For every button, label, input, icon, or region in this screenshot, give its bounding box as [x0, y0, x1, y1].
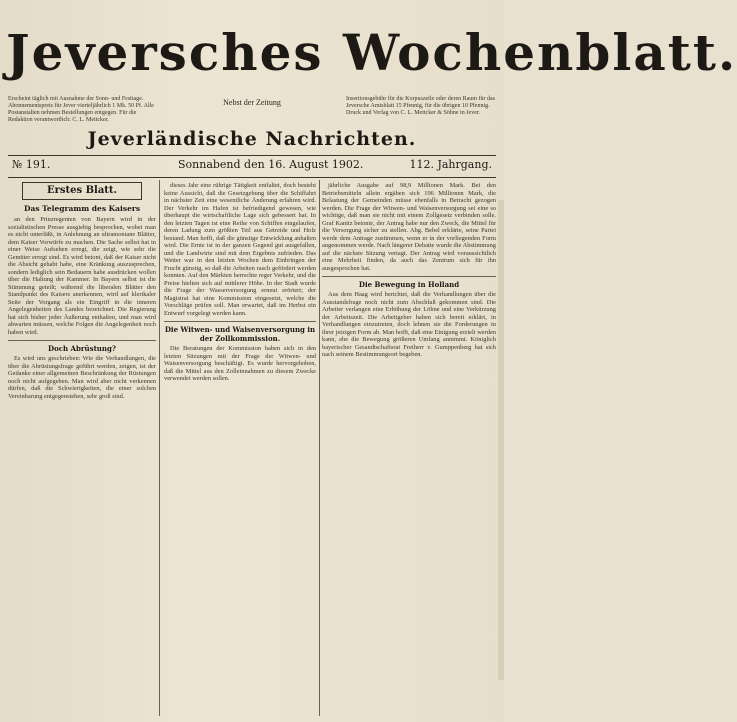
- article-text: an den Prinzregenten von Bayern wird in der sozialistischen Presse ausgiebig besprochen, wobei man es nicht unterläßt, in Anlehnung an ultramontane Blätter, dem Kaiser Vorwürfe zu machen. Die Sache selbst hat in einer Weise Aufsehen erregt, die zeigt, wie sehr die Gemüter erregt sind. Es wird betont, daß der Kaiser nicht die Absicht gehabt habe, eine Kränkung auszusprechen, sondern lediglich sein Bedauern habe ausdrücken wollen über die Haltung der Kammer. In Bayern selbst ist die Stimmung geteilt; während die liberalen Blätter den Standpunkt des Kaisers anerkennen, wird auf klerikaler Seite der Vorgang als ein Eingriff in die inneren Angelegenheiten des Landes bezeichnet. Die Regierung hat sich bisher jeder Äußerung enthalten, und man wird abwarten müssen, welche Folgen die Angelegenheit noch haben wird.: [8, 216, 156, 336]
- issue-date: Sonnabend den 16. August 1902.: [178, 158, 364, 171]
- article-text: Es wird uns geschrieben: Wie die Verhandlungen, die über die Abrüstungsfrage geführt werden, zeigen, ist der Gedanke einer allgemeinen Beschränkung der Rüstungen noch nicht aufgegeben. Man wird aber nicht verkennen dürfen, daß die Schwierigkeiten, die einer solchen Vereinbarung entgegenstehen, sehr groß sind.: [8, 355, 156, 400]
- issue-row: [8, 158, 496, 176]
- subheader-right: Insertionsgebühr für die Korpuszeile oder deren Raum für das Jeversche Amtsblatt 15 Pfennig, für die übrigen 10 Pfennig. Druck und Verlag von C. L. Mettcker & Söhne in Jever.: [346, 96, 495, 116]
- article-text: Aus dem Haag wird berichtet, daß die Verhandlungen über die Ausstandsfrage noch nicht zum Abschluß gekommen sind. Die Arbeiter verlangen eine Erhöhung der Löhne und eine Verkürzung der Arbeitszeit. Die Arbeitgeber haben sich bereit erklärt, in Verhandlungen einzutreten, doch lehnen sie die Forderungen in ihrer jetzigen Form ab. Man hofft, daß eine Einigung erzielt werden kann, ehe die Bewegung größeren Umfang annimmt. Königlich bayerischer Gesandtschaftsrat Freiherr v. Gumppenberg hat sich nach seinem Bestimmungsort begeben.: [322, 291, 496, 358]
- article-heading: Das Telegramm des Kaisers: [23, 204, 141, 213]
- column-3: [322, 182, 496, 714]
- subheader-left: Erscheint täglich mit Ausnahme der Sonn- und Festtage. Abonnementspreis für Jever vierteljährlich 1 Mk. 50 Pf. Alle Postanstalten nehmen Bestellungen entgegen. Für die Redaktion verantwortlich: C. L. Mettcker.: [8, 96, 154, 123]
- issue-year: 112. Jahrgang.: [409, 158, 492, 171]
- article-text: jährliche Ausgabe auf 98,9 Millionen Mark. Bei den Betriebsmitteln allein ergäben sich 196 Millionen Mark, die Belastung der Gemeinden müsse ebenfalls in Betracht gezogen werden. Die Frage der Witwen- und Waisenversorgung sei eine so wichtige, daß man sie nicht mit einem Zollgesetz verbinden solle. Graf Kanitz betonte, der Antrag habe nur den Zweck, die Mittel für die Versorgung sicher zu stellen. Abg. Bebel erklärte, seine Partei werde dem Antrage zustimmen, wenn er in der vorliegenden Form angenommen werde. Nach längerer Debatte wurde die Abstimmung auf die nächste Sitzung vertagt. Der Antrag wird voraussichtlich eine Mehrheit finden, da auch das Zentrum sich für ihn ausgesprochen hat.: [322, 182, 496, 272]
- issue-number: № 191.: [12, 158, 51, 171]
- page-edge: [498, 200, 504, 680]
- article-text: Die Beratungen der Kommission haben sich in den letzten Sitzungen mit der Frage der Witwen- und Waisenversorgung beschäftigt. Es wurde hervorgehoben, daß die Mittel aus den Zolleinnahmen zu diesem Zwecke verwendet werden sollen.: [164, 345, 316, 382]
- bottom-rule: [8, 177, 496, 178]
- article-text: dieses Jahr eine rührige Tätigkeit entfaltet, doch besteht keine Aussicht, daß die Gesetzgebung über die Schiffahrt in nächster Zeit eine wesentliche Änderung erfahren wird. Der Verkehr im Hafen ist befriedigend gewesen, wie überhaupt die wirtschaftliche Lage sich gebessert hat. In den letzten Tagen ist eine Reihe von Schiffen eingelaufen, deren Ladung zum größten Teil aus Getreide und Holz bestand. Man hofft, daß die günstige Entwicklung anhalten wird. Die Ernte ist in der ganzen Gegend gut ausgefallen, und die Landwirte sind mit dem Ergebnis zufrieden. Das Wetter war in den letzten Wochen dem Einbringen der Frucht günstig, so daß die Arbeiten rasch gefördert werden konnten. Auf den Märkten herrschte reger Verkehr, und die Preise hielten sich auf mittlerer Höhe. In der Stadt wurde die Frage der Wasserversorgung erneut erörtert; der Magistrat hat eine Kommission eingesetzt, welche die Vorschläge prüfen soll. Man erwartet, daß im Herbst ein Entwurf vorgelegt werden kann.: [164, 182, 316, 317]
- column-1: [8, 182, 156, 714]
- article-heading: Die Witwen- und Waisenversorgung in der Zollkommission.: [164, 321, 316, 343]
- column-separator: [319, 180, 320, 716]
- column-separator: [159, 180, 160, 716]
- masthead-title: Jeversches Wochenblatt.: [6, 23, 737, 82]
- section-box-heading: Erstes Blatt.: [22, 182, 142, 200]
- subheader: [8, 96, 496, 126]
- subheader-center: Nebst der Zeitung: [223, 98, 281, 107]
- top-rule: [8, 155, 496, 156]
- subtitle: Jeverländische Nachrichten.: [87, 128, 417, 150]
- article-heading: Doch Abrüstung?: [8, 340, 156, 353]
- column-2: [164, 182, 316, 714]
- article-heading: Die Bewegung in Holland: [322, 276, 496, 289]
